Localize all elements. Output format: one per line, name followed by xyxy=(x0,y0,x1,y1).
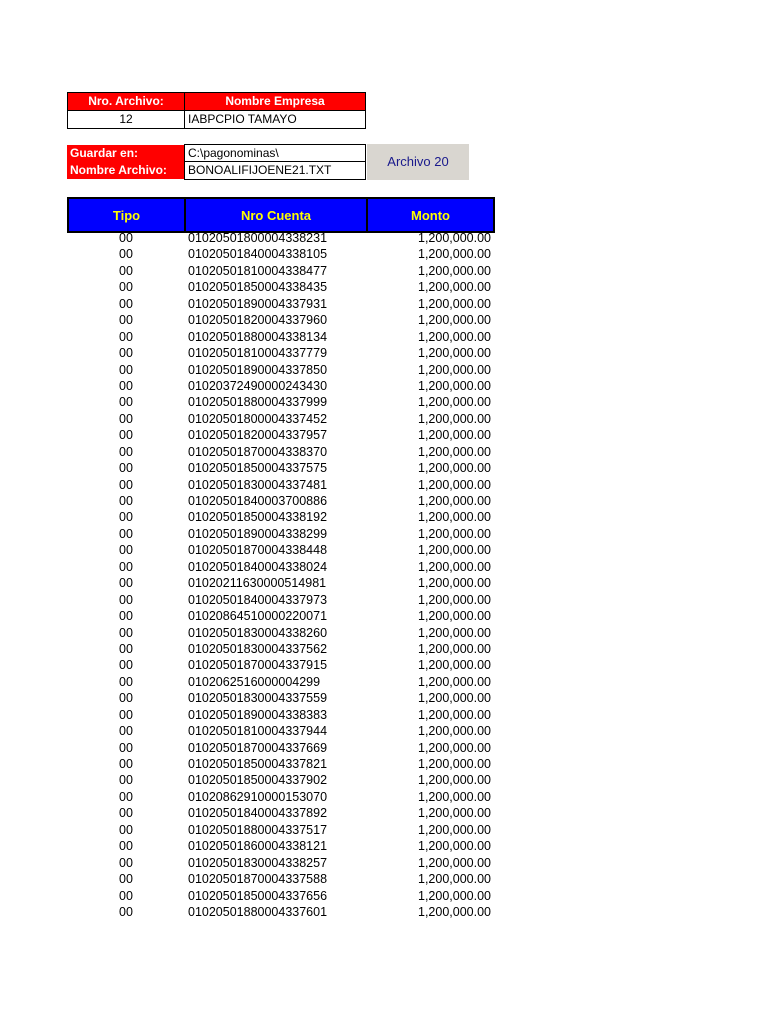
table-row xyxy=(67,230,495,246)
tipo-cell[interactable]: 00 xyxy=(119,822,133,837)
nombre-archivo-input[interactable]: BONOALIFIJOENE21.TXT xyxy=(184,161,366,180)
nro-cuenta-cell[interactable]: 01020501810004338477 xyxy=(188,263,328,278)
table-row xyxy=(67,822,495,838)
table-row xyxy=(67,592,495,608)
table-row xyxy=(67,674,495,690)
nro-cuenta-cell[interactable]: 01020501890004337931 xyxy=(188,296,328,311)
monto-cell[interactable]: 1,200,000.00 xyxy=(418,757,491,771)
nombre-empresa-cell[interactable]: IABPCPIO TAMAYO xyxy=(184,110,366,129)
tipo-cell[interactable]: 00 xyxy=(119,724,133,739)
table-row xyxy=(67,805,495,821)
monto-cell[interactable]: 1,200,000.00 xyxy=(418,526,491,541)
nro-cuenta-cell[interactable]: 01020501850004337575 xyxy=(188,461,328,476)
tipo-cell[interactable]: 00 xyxy=(119,477,133,492)
monto-cell[interactable]: 1,200,000.00 xyxy=(418,855,491,870)
monto-cell[interactable]: 1,200,000.00 xyxy=(418,773,491,788)
nro-cuenta-cell[interactable]: 01020501840004337892 xyxy=(188,806,328,821)
table-row xyxy=(67,542,495,558)
nro-cuenta-cell[interactable]: 01020501890004338383 xyxy=(188,707,328,722)
nro-cuenta-cell[interactable]: 01020501880004337999 xyxy=(188,395,328,410)
nro-cuenta-cell[interactable]: 01020501870004337588 xyxy=(188,872,328,887)
tipo-cell[interactable]: 00 xyxy=(119,313,133,328)
nro-cuenta-cell[interactable]: 01020501810004337944 xyxy=(188,724,328,739)
archivo-button[interactable]: Archivo 20 xyxy=(367,144,469,180)
table-row xyxy=(67,411,495,427)
tipo-cell[interactable]: 00 xyxy=(119,806,133,821)
monto-cell[interactable]: 1,200,000.00 xyxy=(418,296,491,311)
table-row xyxy=(67,740,495,756)
nro-cuenta-cell[interactable]: 01020501890004337850 xyxy=(188,362,328,377)
nro-cuenta-cell[interactable]: 01020501870004337915 xyxy=(188,658,328,673)
monto-cell[interactable]: 1,200,000.00 xyxy=(418,444,491,459)
monto-cell[interactable]: 1,200,000.00 xyxy=(418,313,491,328)
table-row xyxy=(67,362,495,378)
tipo-cell[interactable]: 00 xyxy=(119,789,133,804)
table-row xyxy=(67,690,495,706)
nro-cuenta-cell[interactable]: 01020501840004337973 xyxy=(188,592,328,607)
table-row xyxy=(67,657,495,673)
tipo-cell[interactable]: 00 xyxy=(119,411,133,426)
tipo-cell[interactable]: 00 xyxy=(119,872,133,887)
tipo-cell[interactable]: 00 xyxy=(119,247,133,262)
table-row xyxy=(67,904,495,920)
monto-cell[interactable]: 1,200,000.00 xyxy=(418,789,491,804)
tipo-cell[interactable]: 00 xyxy=(119,346,133,361)
nro-cuenta-cell[interactable]: 01020501840004338024 xyxy=(188,559,328,574)
nro-archivo-label: Nro. Archivo: xyxy=(67,92,185,111)
table-row xyxy=(67,427,495,443)
tipo-cell[interactable]: 00 xyxy=(119,888,133,903)
nro-cuenta-cell[interactable]: 01020864510000220071 xyxy=(188,609,328,624)
table-row xyxy=(67,509,495,525)
nro-cuenta-cell[interactable]: 01020501850004338192 xyxy=(188,510,328,525)
tipo-cell[interactable]: 00 xyxy=(119,641,133,656)
table-row xyxy=(67,263,495,279)
monto-cell[interactable]: 1,200,000.00 xyxy=(418,806,491,821)
nro-cuenta-cell[interactable]: 01020501830004337559 xyxy=(188,691,328,706)
tipo-cell[interactable]: 00 xyxy=(119,740,133,755)
data-rows xyxy=(67,230,495,920)
nro-cuenta-cell[interactable]: 01020372490000243430 xyxy=(188,378,328,393)
monto-cell[interactable]: 1,200,000.00 xyxy=(418,559,491,574)
table-row xyxy=(67,855,495,871)
nro-cuenta-cell[interactable]: 0102062516000004299 xyxy=(188,674,321,689)
monto-cell[interactable]: 1,200,000.00 xyxy=(418,395,491,410)
table-row xyxy=(67,756,495,772)
monto-cell[interactable]: 1,200,000.00 xyxy=(418,904,491,919)
tipo-cell[interactable]: 00 xyxy=(119,428,133,443)
table-row xyxy=(67,888,495,904)
nro-cuenta-cell[interactable]: 01020501820004337957 xyxy=(188,428,328,443)
column-header-tipo: Tipo xyxy=(67,197,186,233)
nro-cuenta-cell[interactable]: 01020501830004338257 xyxy=(188,855,328,870)
guardar-en-input[interactable]: C:\pagonominas\ xyxy=(184,144,366,162)
table-row xyxy=(67,559,495,575)
table-row xyxy=(67,394,495,410)
table-row xyxy=(67,625,495,641)
tipo-cell[interactable]: 00 xyxy=(119,904,133,919)
table-row xyxy=(67,345,495,361)
table-row xyxy=(67,575,495,591)
table-row xyxy=(67,723,495,739)
nro-cuenta-cell[interactable]: 01020501800004337452 xyxy=(188,411,328,426)
monto-cell[interactable]: 1,200,000.00 xyxy=(418,592,491,607)
nro-cuenta-cell[interactable]: 01020501830004338260 xyxy=(188,625,328,640)
table-row xyxy=(67,477,495,493)
tipo-cell[interactable]: 00 xyxy=(119,757,133,771)
monto-cell[interactable]: 1,200,000.00 xyxy=(418,707,491,722)
table-row xyxy=(67,329,495,345)
monto-cell[interactable]: 1,200,000.00 xyxy=(418,543,491,558)
tipo-cell[interactable]: 00 xyxy=(119,526,133,541)
table-row xyxy=(67,871,495,887)
tipo-cell[interactable]: 00 xyxy=(119,444,133,459)
monto-cell[interactable]: 1,200,000.00 xyxy=(418,674,491,689)
monto-cell[interactable]: 1,200,000.00 xyxy=(418,280,491,295)
tipo-cell[interactable]: 00 xyxy=(119,559,133,574)
tipo-cell[interactable]: 00 xyxy=(119,691,133,706)
tipo-cell[interactable]: 00 xyxy=(119,658,133,673)
monto-cell[interactable]: 1,200,000.00 xyxy=(418,378,491,393)
nro-cuenta-cell[interactable]: 01020501870004338370 xyxy=(188,444,328,459)
tipo-cell[interactable]: 00 xyxy=(119,362,133,377)
tipo-cell[interactable]: 00 xyxy=(119,855,133,870)
nro-cuenta-cell[interactable]: 01020862910000153070 xyxy=(188,789,328,804)
nro-cuenta-cell[interactable]: 01020501830004337562 xyxy=(188,641,328,656)
nro-cuenta-cell[interactable]: 01020501890004338299 xyxy=(188,526,328,541)
table-row xyxy=(67,789,495,805)
nro-cuenta-cell[interactable]: 01020501830004337481 xyxy=(188,477,328,492)
monto-cell[interactable]: 1,200,000.00 xyxy=(418,691,491,706)
table-row xyxy=(67,444,495,460)
tipo-cell[interactable]: 00 xyxy=(119,543,133,558)
nro-cuenta-cell[interactable]: 01020501810004337779 xyxy=(188,346,328,361)
monto-cell[interactable]: 1,200,000.00 xyxy=(418,888,491,903)
monto-cell[interactable]: 1,200,000.00 xyxy=(418,329,491,344)
monto-cell[interactable]: 1,200,000.00 xyxy=(418,740,491,755)
tipo-cell[interactable]: 00 xyxy=(119,494,133,508)
tipo-cell[interactable]: 00 xyxy=(119,231,133,245)
monto-cell[interactable]: 1,200,000.00 xyxy=(418,609,491,624)
monto-cell[interactable]: 1,200,000.00 xyxy=(418,411,491,426)
table-row xyxy=(67,526,495,542)
monto-cell[interactable]: 1,200,000.00 xyxy=(418,510,491,525)
tipo-cell[interactable]: 00 xyxy=(119,773,133,788)
monto-cell[interactable]: 1,200,000.00 xyxy=(418,247,491,262)
table-row xyxy=(67,707,495,723)
nro-cuenta-cell[interactable]: 01020501870004337669 xyxy=(188,740,328,755)
tipo-cell[interactable]: 00 xyxy=(119,707,133,722)
monto-cell[interactable]: 1,200,000.00 xyxy=(418,346,491,361)
tipo-cell[interactable]: 00 xyxy=(119,576,133,591)
tipo-cell[interactable]: 00 xyxy=(119,625,133,640)
table-row xyxy=(67,493,495,509)
table-row xyxy=(67,296,495,312)
monto-cell[interactable]: 1,200,000.00 xyxy=(418,641,491,656)
nro-cuenta-cell[interactable]: 01020501860004338121 xyxy=(188,839,328,854)
nro-cuenta-cell[interactable]: 01020501840003700886 xyxy=(188,494,328,508)
tipo-cell[interactable]: 00 xyxy=(119,263,133,278)
table-row xyxy=(67,460,495,476)
monto-cell[interactable]: 1,200,000.00 xyxy=(418,428,491,443)
nro-cuenta-cell[interactable]: 01020501880004337601 xyxy=(188,904,328,919)
tipo-cell[interactable]: 00 xyxy=(119,461,133,476)
monto-cell[interactable]: 1,200,000.00 xyxy=(418,658,491,673)
monto-cell[interactable]: 1,200,000.00 xyxy=(418,362,491,377)
table-row xyxy=(67,312,495,328)
column-header-nro-cuenta: Nro Cuenta xyxy=(184,197,368,233)
nro-cuenta-cell[interactable]: 01020211630000514981 xyxy=(188,576,327,591)
tipo-cell[interactable]: 00 xyxy=(119,378,133,393)
nro-cuenta-cell[interactable]: 01020501880004337517 xyxy=(188,822,328,837)
table-row xyxy=(67,378,495,394)
nro-cuenta-cell[interactable]: 01020501800004338231 xyxy=(188,231,328,245)
tipo-cell[interactable]: 00 xyxy=(119,296,133,311)
table-row xyxy=(67,772,495,788)
tipo-cell[interactable]: 00 xyxy=(119,839,133,854)
monto-cell[interactable]: 1,200,000.00 xyxy=(418,263,491,278)
monto-cell[interactable]: 1,200,000.00 xyxy=(418,461,491,476)
tipo-cell[interactable]: 00 xyxy=(119,592,133,607)
nro-cuenta-cell[interactable]: 01020501820004337960 xyxy=(188,313,328,328)
table-row xyxy=(67,641,495,657)
monto-cell[interactable]: 1,200,000.00 xyxy=(418,625,491,640)
column-header-monto: Monto xyxy=(366,197,495,233)
monto-cell[interactable]: 1,200,000.00 xyxy=(418,872,491,887)
monto-cell[interactable]: 1,200,000.00 xyxy=(418,477,491,492)
nro-cuenta-cell[interactable]: 01020501850004337902 xyxy=(188,773,328,788)
tipo-cell[interactable]: 00 xyxy=(119,510,133,525)
table-row xyxy=(67,838,495,854)
table-row xyxy=(67,608,495,624)
nro-cuenta-cell[interactable]: 01020501850004338435 xyxy=(188,280,328,295)
monto-cell[interactable]: 1,200,000.00 xyxy=(418,576,491,591)
table-row xyxy=(67,279,495,295)
nro-cuenta-cell[interactable]: 01020501880004338134 xyxy=(188,329,328,344)
nombre-archivo-label: Nombre Archivo: xyxy=(67,162,185,179)
nro-cuenta-cell[interactable]: 01020501870004338448 xyxy=(188,543,328,558)
guardar-en-label: Guardar en: xyxy=(67,145,185,162)
monto-cell[interactable]: 1,200,000.00 xyxy=(418,494,491,508)
table-row xyxy=(67,246,495,262)
monto-cell[interactable]: 1,200,000.00 xyxy=(418,724,491,739)
monto-cell[interactable]: 1,200,000.00 xyxy=(418,231,491,245)
monto-cell[interactable]: 1,200,000.00 xyxy=(418,822,491,837)
tipo-cell[interactable]: 00 xyxy=(119,609,133,624)
tipo-cell[interactable]: 00 xyxy=(119,280,133,295)
tipo-cell[interactable]: 00 xyxy=(119,395,133,410)
tipo-cell[interactable]: 00 xyxy=(119,329,133,344)
nro-cuenta-cell[interactable]: 01020501850004337821 xyxy=(188,757,328,771)
nro-cuenta-cell[interactable]: 01020501840004338105 xyxy=(188,247,328,262)
monto-cell[interactable]: 1,200,000.00 xyxy=(418,839,491,854)
nro-cuenta-cell[interactable]: 01020501850004337656 xyxy=(188,888,328,903)
nombre-empresa-label: Nombre Empresa xyxy=(184,92,366,111)
nro-archivo-cell[interactable]: 12 xyxy=(67,110,185,129)
tipo-cell[interactable]: 00 xyxy=(119,674,133,689)
